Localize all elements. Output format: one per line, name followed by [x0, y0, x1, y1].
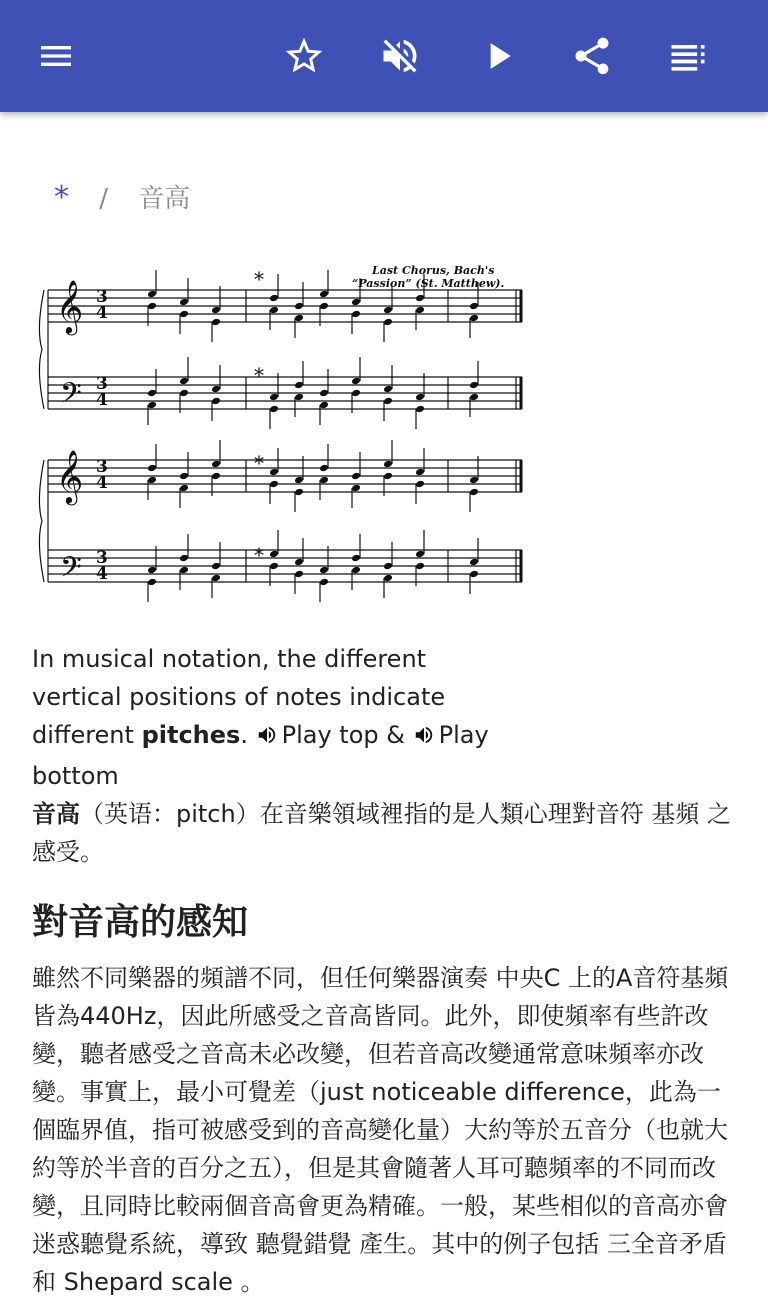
intro-term: 音高: [32, 800, 80, 828]
breadcrumb-home-link[interactable]: *: [54, 180, 69, 215]
breadcrumb-current: 音高: [138, 184, 191, 214]
time-sig-1a: 3: [96, 287, 108, 307]
section-heading: 對音高的感知: [32, 902, 249, 943]
time-sig-4a: 3: [96, 548, 108, 568]
star-outline-icon[interactable]: [276, 28, 332, 84]
breadcrumb: [54, 178, 190, 215]
intro-paragraph: [32, 795, 738, 871]
figure-caption: [32, 640, 522, 795]
score-annotation-1: Last Chorus, Bach's: [372, 264, 495, 277]
playlist-icon[interactable]: [660, 28, 716, 84]
time-sig-3a: 3: [96, 457, 108, 477]
score-annotation-2: “Passion” (St. Matthew).: [352, 277, 505, 290]
time-sig-4b: 4: [96, 564, 108, 584]
fermata-asterisk-2: *: [254, 363, 264, 387]
pitches-link[interactable]: pitches: [141, 721, 241, 749]
fermata-asterisk-3: *: [254, 451, 264, 475]
bass-clef-2: 𝄢: [60, 551, 82, 591]
play-top-link[interactable]: Play top &: [281, 721, 405, 749]
fermata-asterisk-4: *: [254, 543, 264, 567]
app-bar: [0, 0, 768, 112]
notes: [147, 270, 479, 602]
volume-off-icon[interactable]: [372, 28, 428, 84]
caption-period: .: [240, 721, 248, 749]
fermata-asterisk-1: *: [254, 267, 264, 291]
time-sig-3b: 4: [96, 473, 108, 493]
time-sig-1b: 4: [96, 303, 108, 323]
share-icon[interactable]: [564, 28, 620, 84]
play-icon[interactable]: [470, 28, 526, 84]
time-sig-2b: 4: [96, 390, 108, 410]
caption-text: In musical notation, the different vertical positions of notes indicate different: [32, 645, 446, 749]
speaker-icon: [256, 719, 278, 757]
system-brace: [39, 460, 44, 582]
article-content: [32, 640, 738, 1301]
music-score-image: [34, 250, 534, 630]
breadcrumb-separator: /: [99, 184, 109, 214]
time-sig-2a: 3: [96, 374, 108, 394]
speaker-icon: [413, 719, 435, 757]
treble-clef-2: 𝄞: [56, 449, 84, 503]
section-paragraph: 雖然不同樂器的頻譜不同，但任何樂器演奏 中央C 上的A音符基頻皆為440Hz，因此所感受之音高皆同。此外，即使頻率有些許改變，聽者感受之音高未必改變，但若音高改變通常意味頻率亦改變。事實上，最小可覺差（just noticeable difference，此為一個臨界值，指可被感受到的音高變化量）大約等於五音分（也就大約等於半音的百分之五），但是其會隨著人耳可聽頻率的不同而改變，且同時比較兩個音高會更為精確。一般，某些相似的音高亦會迷惑聽覺系統，導致 聽覺錯覺 產生。其中的例子包括 三全音矛盾 和 Shepard scale 。: [32, 964, 729, 1296]
staves: [39, 290, 522, 582]
system-brace: [39, 290, 44, 409]
play-bottom-link[interactable]: Play bottom: [32, 721, 489, 790]
bass-clef-1: 𝄢: [60, 377, 82, 417]
treble-clef-1: 𝄞: [56, 279, 84, 333]
menu-icon[interactable]: [28, 28, 84, 84]
intro-text: （英语：pitch）在音樂領域裡指的是人類心理對音符 基頻 之感受。: [32, 800, 731, 866]
